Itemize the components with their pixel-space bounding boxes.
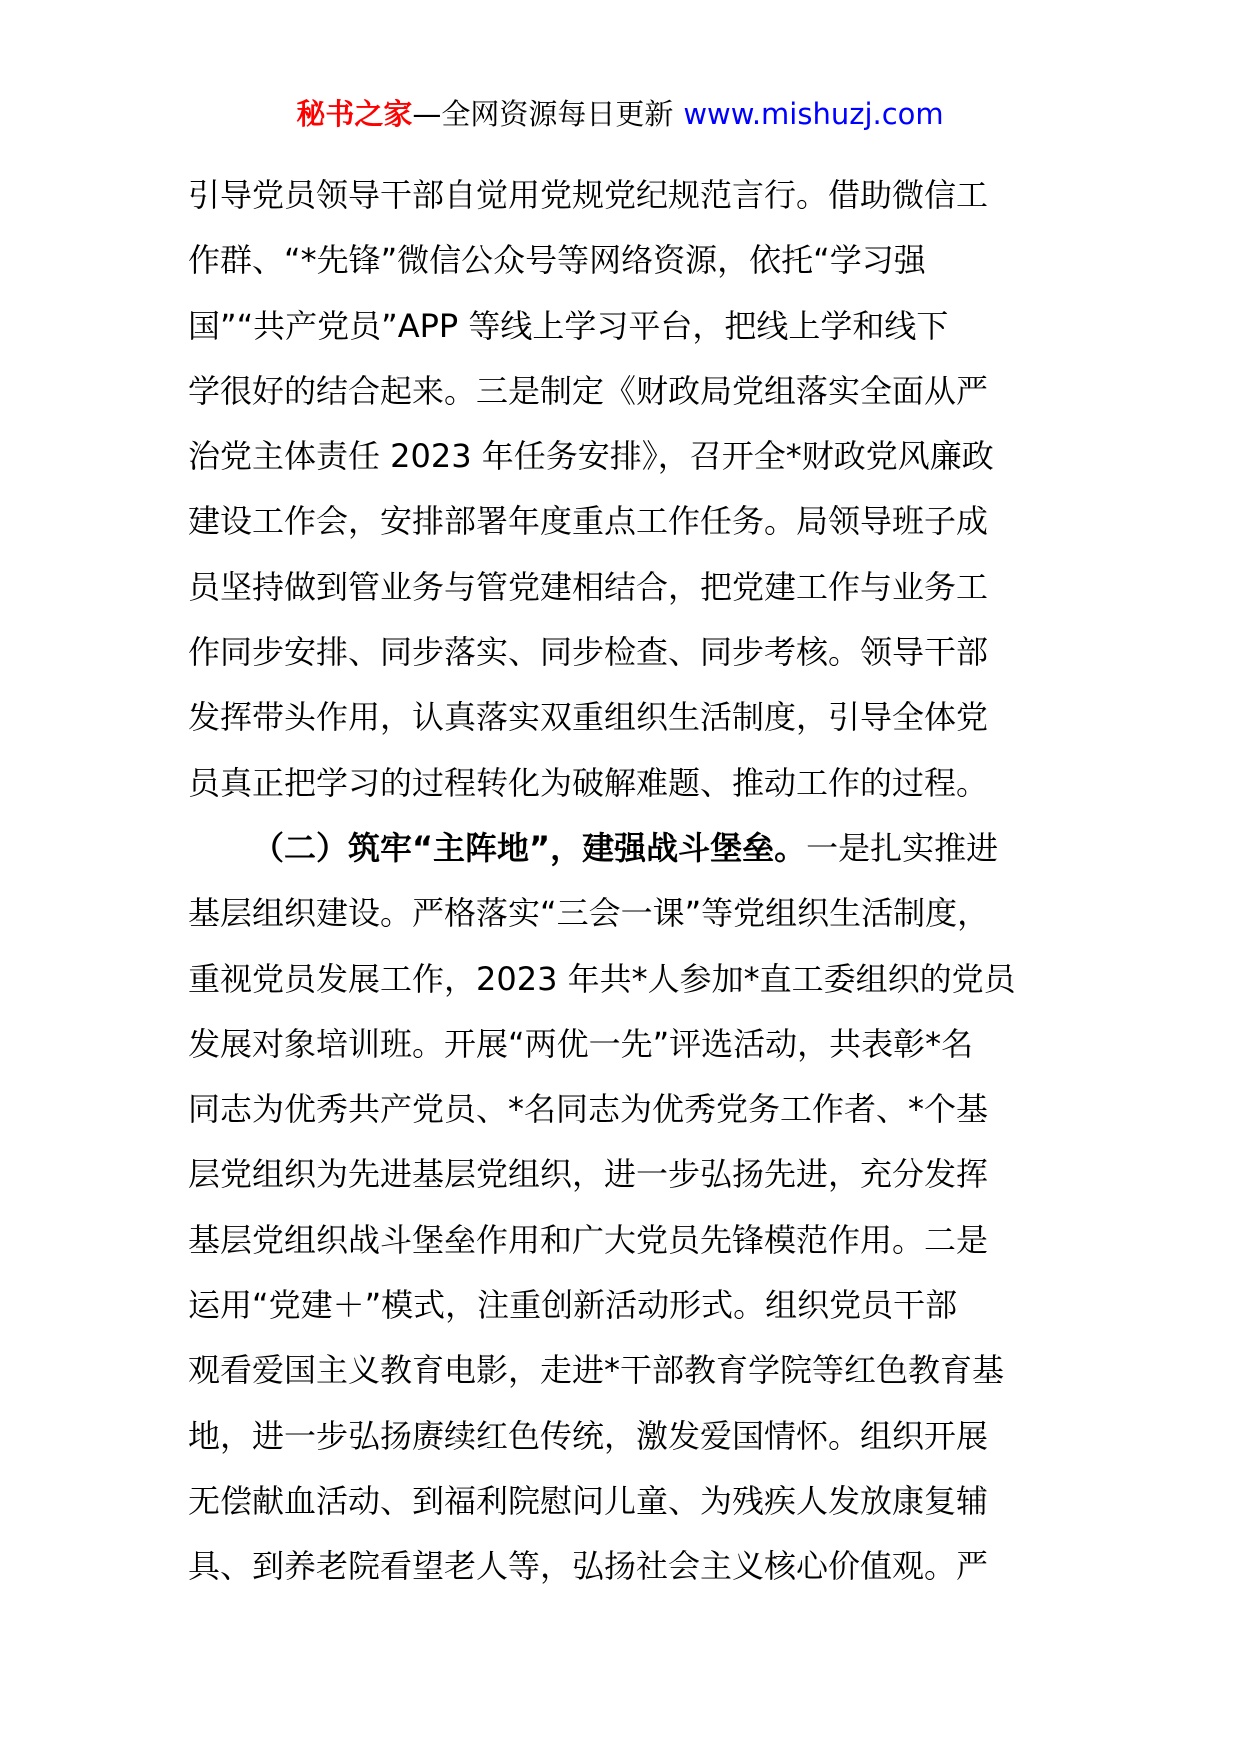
text-line: 学很好的结合起来。三是制定《财政局党组落实全面从严 [188,371,989,410]
text-line: 运用“党建＋”模式，注重创新活动形式。组织党员干部 [188,1286,958,1325]
watermark-header [0,92,1240,136]
brand-name: 秘书之家 [296,97,413,131]
text-line: 无偿献血活动、到福利院慰问儿童、为残疾人发放康复辅 [188,1481,989,1520]
text-line: 具、到养老院看望老人等，弘扬社会主义核心价值观。严 [188,1547,989,1586]
text-line: 员坚持做到管业务与管党建相结合，把党建工作与业务工 [188,567,989,606]
section-heading: （二）筑牢“主阵地”，建强战斗堡垒。 [252,828,807,867]
text-line: 员真正把学习的过程转化为破解难题、推动工作的过程。 [188,763,989,802]
text-line: 发展对象培训班。开展“两优一先”评选活动，共表彰*名 [188,1024,974,1063]
header-tagline: —全网资源每日更新 [412,97,674,131]
text-line: 观看爱国主义教育电影，走进*干部教育学院等红色教育基 [188,1351,1005,1390]
text-line: 层党组织为先进基层党组织，进一步弘扬先进，充分发挥 [188,1155,989,1194]
document-body [188,163,1068,1600]
text-line: 建设工作会，安排部署年度重点工作任务。局领导班子成 [188,502,989,541]
text-line: 发挥带头作用，认真落实双重组织生活制度，引导全体党 [188,698,989,737]
text-line: 同志为优秀共产党员、*名同志为优秀党务工作者、*个基 [188,1090,989,1129]
text-line: 国”“共产党员”APP 等线上学习平台，把线上学和线下 [188,306,949,345]
text-line: 作同步安排、同步落实、同步检查、同步考核。领导干部 [188,633,989,672]
text-line: 基层组织建设。严格落实“三会一课”等党组织生活制度， [188,894,990,933]
site-url-link[interactable]: www.mishuzj.com [683,97,944,131]
text-line: 地，进一步弘扬赓续红色传统，激发爱国情怀。组织开展 [188,1416,989,1455]
section-heading-rest: 一是扎实推进 [806,828,999,867]
text-line: 引导党员领导干部自觉用党规党纪规范言行。借助微信工 [188,176,989,214]
section-heading-line [188,816,1068,881]
text-line: 治党主体责任 2023 年任务安排》，召开全*财政党风廉政 [188,437,994,476]
text-line: 作群、“*先锋”微信公众号等网络资源，依托“学习强 [188,241,926,280]
text-line: 基层党组织战斗堡垒作用和广大党员先锋模范作用。二是 [188,1220,989,1259]
text-line: 重视党员发展工作，2023 年共*人参加*直工委组织的党员 [188,959,1016,998]
